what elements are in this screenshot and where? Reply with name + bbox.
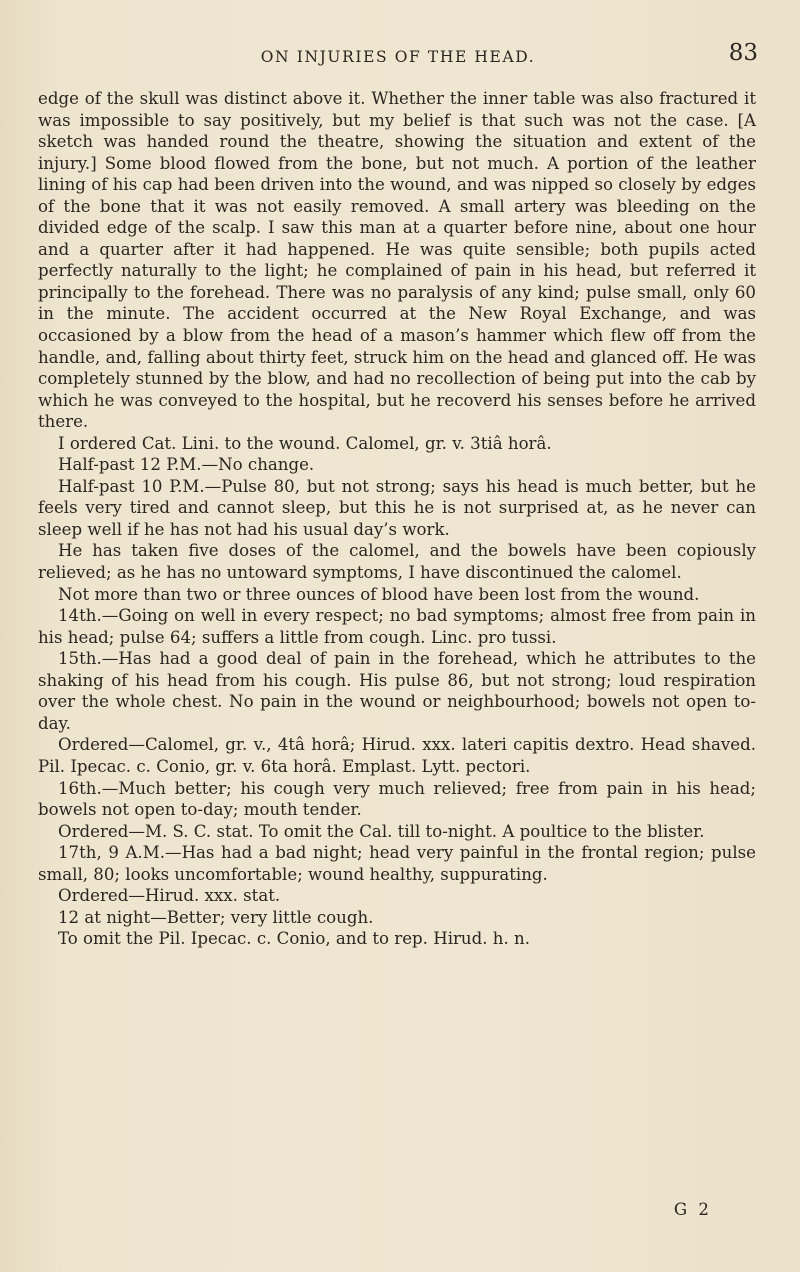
paragraph: 17th, 9 A.M.—Has had a bad night; head very painful in the frontal region; pulse small, 80; looks uncomfortable; wound healthy, suppurating.: [38, 843, 756, 884]
paragraph: 14th.—Going on well in every respect; no bad symptoms; almost free from pain in his head; pulse 64; suffers a little from cough. Linc. pro tussi.: [38, 606, 756, 647]
page-number: 83: [728, 40, 758, 66]
body-text: [38, 88, 756, 950]
paragraph: He has taken five doses of the calomel, and the bowels have been copiously relieved; as he has no untoward symptoms, I have discontinued the calomel.: [38, 541, 756, 583]
paragraph: edge of the skull was distinct above it. Whether the inner table was also fractured it was impossible to say positively, but my belief is that such was not the case. [A sketch was handed round the theatre, showing the situation and extent of the injury.] Some blood flowed from the bone, but not much. A portion of the leather lining of his cap had been driven into the wound, and was nipped so closely by edges of the bone that it was not easily removed. A small artery was bleeding on the divided edge of the scalp. I saw this man at a quarter before nine, about one hour and a quarter after it had happened. He was quite sensible; both pupils acted perfectly naturally to the light; he complained of pain in his head, but referred it principally to the forehead. There was no paralysis of any kind; pulse small, only 60 in the minute. The accident occurred at the New Royal Exchange, and was occasioned by a blow from the head of a mason’s hammer which flew off from the handle, and, falling about thirty feet, struck him on the head and glanced off. He was completely stunned by the blow, and had no recollection of being put into the cab by which he was conveyed to the hospital, but he recoverd his senses before he arrived there.: [38, 89, 756, 432]
paragraph: To omit the Pil. Ipecac. c. Conio, and to rep. Hirud. h. n.: [58, 929, 530, 949]
paragraph: 15th.—Has had a good deal of pain in the forehead, which he attributes to the shaking of his head from his cough. His pulse 86, but not strong; loud respiration over the whole chest. No pain in the wound or neighbourhood; bowels not open to-day.: [38, 649, 756, 733]
paragraph: I ordered Cat. Lini. to the wound. Calomel, gr. v. 3tiâ horâ.: [58, 433, 552, 453]
running-title: ON INJURIES OF THE HEAD.: [260, 48, 536, 66]
paragraph: Ordered—Hirud. xxx. stat.: [58, 886, 281, 906]
page-header: [38, 40, 758, 80]
paragraph: Half-past 12 P.M.—No change.: [58, 455, 315, 475]
paragraph: Ordered—M. S. C. stat. To omit the Cal. till to-night. A poultice to the blister.: [58, 821, 705, 841]
paragraph: Ordered—Calomel, gr. v., 4tâ horâ; Hirud. xxx. lateri capitis dextro. Head shaved. Pil. Ipecac. c. Conio, gr. v. 6ta horâ. Emplast. Lytt. pectori.: [38, 735, 756, 776]
signature-mark: G 2: [673, 1200, 712, 1219]
paragraph: 12 at night—Better; very little cough.: [58, 907, 374, 927]
paragraph: Not more than two or three ounces of blood have been lost from the wound.: [58, 584, 700, 604]
paragraph: 16th.—Much better; his cough very much relieved; free from pain in his head; bowels not open to-day; mouth tender.: [38, 778, 756, 820]
paragraph: Half-past 10 P.M.—Pulse 80, but not strong; says his head is much better, but he feels very tired and cannot sleep, but this he is not surprised at, as he never can sleep well if he has not had his usual day’s work.: [38, 476, 756, 539]
